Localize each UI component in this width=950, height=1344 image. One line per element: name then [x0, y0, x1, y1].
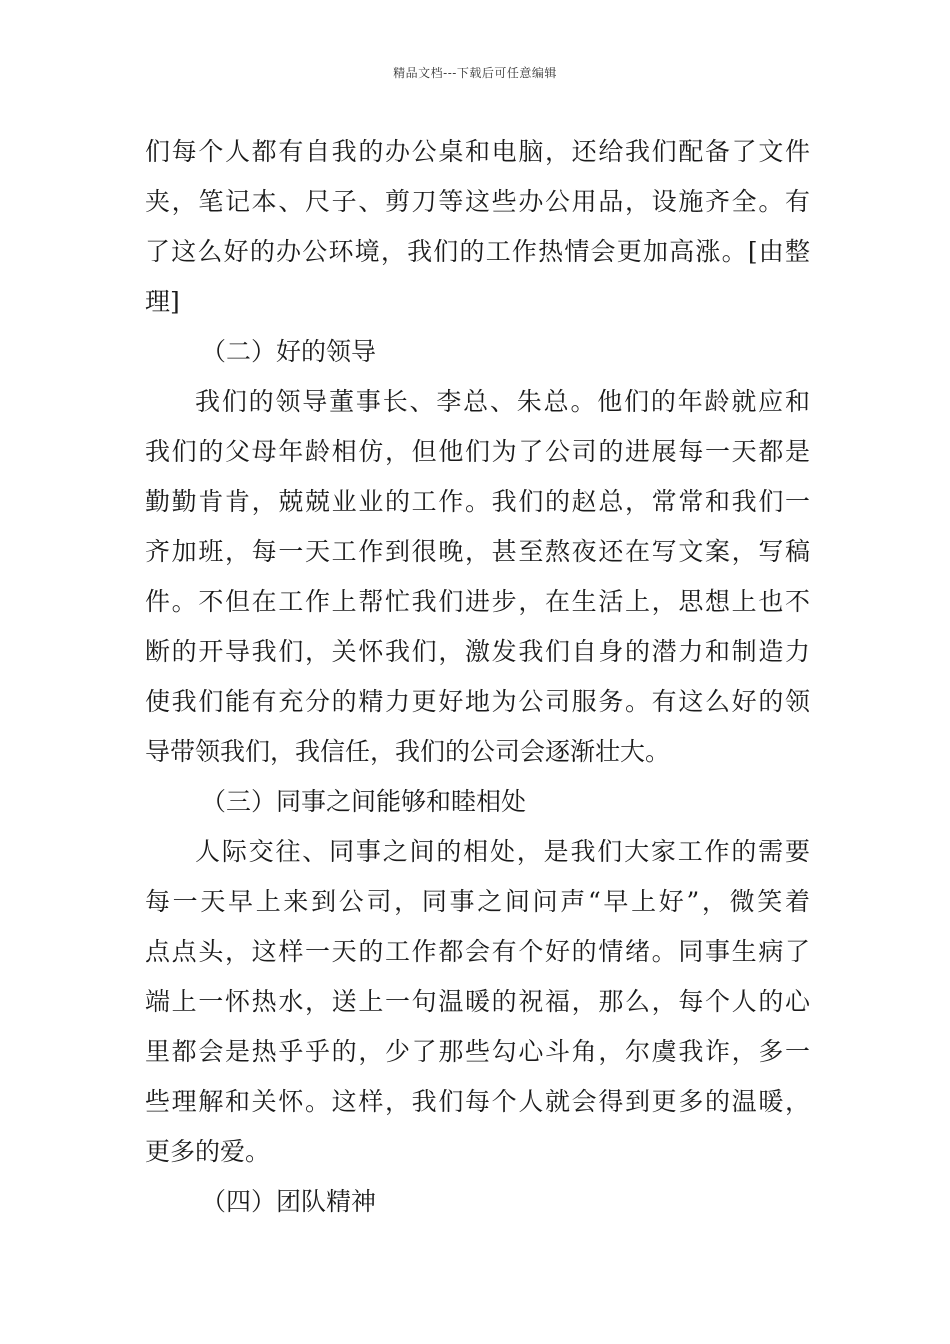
section-heading-colleagues: （三）同事之间能够和睦相处 — [201, 787, 527, 816]
text-line: 点点头，这样一天的工作都会有个好的情绪。同事生病了 — [145, 937, 810, 966]
text-line: 使我们能有充分的精力更好地为公司服务。有这么好的领 — [145, 687, 810, 716]
page-header: 精品文档---下载后可任意编辑 — [393, 66, 557, 80]
text-line: 件。不但在工作上帮忙我们进步，在生活上，思想上也不 — [145, 587, 810, 616]
text-line: 们每个人都有自我的办公桌和电脑，还给我们配备了文件 — [145, 137, 810, 166]
paragraph-colleagues — [145, 827, 810, 1177]
text-line: 我们的领导董事长、李总、朱总。他们的年龄就应和 — [195, 387, 810, 416]
text-line: 些理解和关怀。这样，我们每个人就会得到更多的温暖， — [145, 1087, 810, 1116]
text-line: 里都会是热乎乎的，少了那些勾心斗角，尔虞我诈，多一 — [145, 1037, 810, 1066]
text-line: 齐加班，每一天工作到很晚，甚至熬夜还在写文案，写稿 — [145, 537, 810, 566]
text-line: 更多的爱。 — [145, 1137, 271, 1166]
text-line: 导带领我们，我信任，我们的公司会逐渐壮大。 — [145, 737, 671, 766]
text-line: 夹，笔记本、尺子、剪刀等这些办公用品，设施齐全。有 — [145, 187, 810, 216]
paragraph-office-environment — [145, 127, 810, 327]
document-body — [145, 127, 810, 1227]
text-line: 理] — [145, 287, 180, 316]
paragraph-good-leaders — [145, 377, 810, 777]
text-line: 人际交往、同事之间的相处，是我们大家工作的需要 — [195, 837, 810, 866]
text-line: 每一天早上来到公司，同事之间问声“早上好”，微笑着 — [145, 887, 810, 916]
text-line: 端上一怀热水，送上一句温暖的祝福，那么，每个人的心 — [145, 987, 810, 1016]
section-heading-good-leaders: （二）好的领导 — [201, 337, 377, 366]
text-line: 我们的父母年龄相仿，但他们为了公司的进展每一天都是 — [145, 437, 810, 466]
text-line: 了这么好的办公环境，我们的工作热情会更加高涨。[由整 — [145, 237, 810, 266]
text-line: 勤勤肯肯，兢兢业业的工作。我们的赵总，常常和我们一 — [145, 487, 810, 516]
text-line: 断的开导我们，关怀我们，激发我们自身的潜力和制造力 — [145, 637, 810, 666]
section-heading-team-spirit: （四）团队精神 — [201, 1187, 377, 1216]
